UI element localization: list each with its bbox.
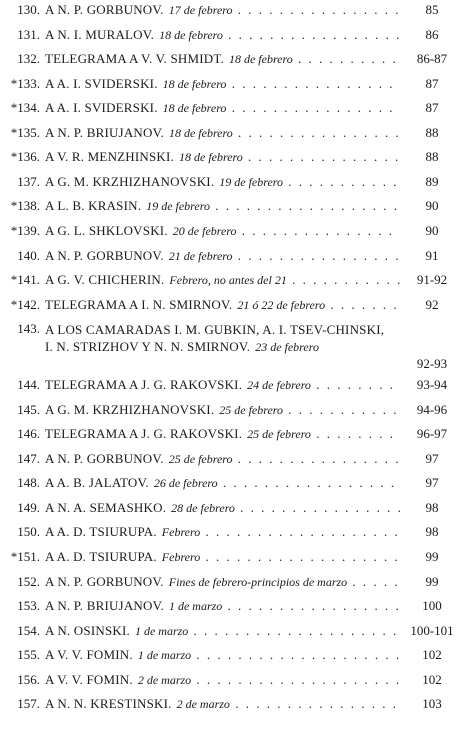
entry-title: A L. B. KRASIN. [45,198,142,214]
entry-page: 99 [425,573,439,589]
entry-page: 102 [422,647,442,663]
toc-entry [0,596,469,616]
toc-entry [0,375,469,395]
entry-number: 137. [17,173,40,189]
entry-text [45,524,400,540]
entry-title: A G. L. SHKLOVSKI. [45,222,168,238]
entry-text [45,125,400,141]
entry-page: 100 [422,598,442,614]
entry-page: 98 [425,524,439,540]
entry-page: 97 [425,475,439,491]
entry-number: *141. [10,272,40,288]
entry-date: 1 de marzo [168,599,223,614]
entry-number: *139. [10,222,40,238]
entry-page: 86-87 [416,51,448,67]
entry-number: 150. [17,524,40,540]
entry-text [45,475,400,491]
entry-title: A N. P. GORBUNOV. [45,450,164,466]
entry-number: 140. [17,247,40,263]
entry-page: 98 [425,499,439,515]
entry-page: 103 [422,696,442,712]
entry-number: 147. [17,450,40,466]
entry-title: A N. P. BRIUJANOV. [45,598,164,614]
entry-date: Febrero, no antes del 21 [169,273,287,288]
entry-date: 18 de febrero [228,52,293,67]
entry-number: *138. [10,198,40,214]
entry-date: Febrero [161,525,201,540]
toc-entry [0,400,469,420]
entry-text [45,223,400,239]
entry-date: 19 de febrero [219,174,284,189]
toc-entry [0,196,469,216]
entry-title: A V. V. FOMIN. [45,671,133,687]
entry-title: A G. M. KRZHIZHANOVSKI. [45,401,215,417]
entry-number: 156. [17,671,40,687]
entry-date: 2 de marzo [137,672,192,687]
toc-entry [0,25,469,45]
entry-date: 21 de febrero [168,248,233,263]
entry-date: 18 de febrero [159,27,223,42]
entry-title: TELEGRAMA A V. V. SHMIDT. [45,51,224,67]
entry-title: A G. M. KRZHIZHANOVSKI. [45,173,215,189]
entry-text [45,402,400,418]
entry-title: A A. B. JALATOV. [45,475,149,491]
toc-entry [0,246,469,266]
entry-title: A N. I. MURALOV. [45,26,155,42]
toc-entry [0,424,469,444]
entry-date: 20 de febrero [172,223,237,238]
entry-text [45,100,400,116]
entry-page: 85 [425,2,439,17]
entry-page: 89 [425,173,439,189]
entry-date: 2 de marzo [176,697,230,712]
toc-entry [0,694,469,714]
entry-page: 93-94 [416,377,448,393]
entry-date: 26 de febrero [153,476,218,491]
entry-date: 28 de febrero [171,500,235,515]
toc-entry [0,621,469,641]
entry-page: 90 [425,222,439,238]
toc-entry [0,221,469,241]
entry-title: A N. N. KRESTINSKI. [45,696,172,712]
toc-entry [0,498,469,518]
entry-date: 1 de marzo [134,623,189,638]
entry-title: A N. OSINSKI. [45,622,130,638]
toc-entry [0,522,469,542]
entry-title: A N. P. GORBUNOV. [45,2,164,17]
entry-date: 1 de marzo [137,648,192,663]
entry-title: A LOS CAMARADAS I. M. GUBKIN, A. I. TSEV-CHINSKI, I. N. STRIZHOV Y N. N. SMIRNOV. [45,322,385,355]
entry-text [45,272,400,288]
entry-page: 100-101 [410,622,454,638]
entry-number: *134. [10,100,40,116]
entry-date: 23 de febrero [255,340,319,355]
entry-date: 18 de febrero [162,101,227,116]
entry-date: 18 de febrero [179,150,243,165]
entry-page: 90 [425,198,439,214]
toc-entry [0,0,469,20]
entry-page: 87 [425,100,439,116]
entry-text [45,647,400,663]
entry-number: 146. [17,426,40,442]
entry-page: 88 [425,124,439,140]
entry-page: 92 [425,296,439,312]
entry-text [45,549,400,565]
entry-number: 155. [17,647,40,663]
entry-date: 24 de febrero [247,378,311,393]
entry-number: 157. [17,696,40,712]
entry-text [45,297,400,313]
entry-title: TELEGRAMA A I. N. SMIRNOV. [45,296,233,312]
entry-page: 102 [422,671,442,687]
entry-date: Febrero [161,550,201,564]
entry-page: 92-93 [416,356,448,372]
toc-entry [0,547,469,567]
entry-number: 131. [17,26,40,42]
entry-text [45,574,400,590]
entry-page: 88 [425,149,439,165]
entry-number: *135. [10,124,40,140]
entry-title: A N. A. SEMASHKO. [45,499,167,515]
toc-entry [0,123,469,143]
entry-page: 97 [425,450,439,466]
toc-entry [0,295,469,315]
entry-text [45,500,400,516]
toc-entry [0,147,469,167]
entry-text [45,696,400,712]
entry-number: 149. [17,499,40,515]
entry-title: TELEGRAMA A J. G. RAKOVSKI. [45,426,243,442]
entry-page: 86 [425,26,439,42]
entry-title: A V. V. FOMIN. [45,647,133,663]
entry-number: 144. [17,377,40,393]
entry-title: A G. V. CHICHERIN. [45,272,165,288]
entry-number: 152. [17,573,40,589]
entry-number: 130. [17,2,40,17]
entry-number: 132. [17,51,40,67]
entry-page: 96-97 [416,426,448,442]
entry-number: *151. [10,549,40,564]
entry-page: 94-96 [416,401,448,417]
entry-number: *136. [10,149,40,165]
entry-page: 91-92 [416,272,448,288]
toc-entry [0,74,469,94]
toc-entry [0,572,469,592]
entry-title: A V. R. MENZHINSKI. [45,149,175,165]
entry-page: 99 [425,549,439,564]
toc-entry [0,670,469,690]
entry-text [45,672,400,688]
toc-entry [0,319,469,375]
toc-entry [0,449,469,469]
entry-date: 18 de febrero [168,125,233,140]
entry-date: 17 de febrero [168,3,233,17]
entry-number: *133. [10,75,40,91]
entry-number: *142. [10,296,40,312]
entry-text [45,76,400,92]
entry-date: 18 de febrero [162,76,227,91]
entry-date: 25 de febrero [247,427,311,442]
toc-entry [0,645,469,665]
toc-entry [0,172,469,192]
entry-number: 145. [17,401,40,417]
entry-text [45,451,400,467]
entry-title: A N. P. GORBUNOV. [45,573,164,589]
entry-date: 19 de febrero [146,199,210,214]
entry-text [45,426,400,442]
entry-title: A A. D. TSIURUPA. [45,549,157,564]
toc-entry [0,473,469,493]
entry-date: 21 ó 22 de febrero [237,297,326,312]
entry-text [45,174,400,190]
toc-entry [0,49,469,69]
entry-number: 148. [17,475,40,491]
entry-date: 25 de febrero [219,402,284,417]
entry-text [45,27,400,43]
entry-title: A A. D. TSIURUPA. [45,524,157,540]
entry-text [45,598,400,614]
entry-text [45,321,395,356]
entry-number: 154. [17,622,40,638]
toc-entry [0,270,469,290]
toc-entry [0,98,469,118]
entry-text [45,2,400,18]
entry-title: A A. I. SVIDERSKI. [45,100,158,116]
entry-number: 143. [17,321,40,337]
entry-text [45,149,400,165]
entry-title: TELEGRAMA A J. G. RAKOVSKI. [45,377,243,393]
entry-title: A A. I. SVIDERSKI. [45,75,158,91]
entry-date: 25 de febrero [168,451,233,466]
entry-text [45,198,400,214]
entry-page: 91 [425,247,439,263]
entry-text [45,377,400,393]
entry-title: A N. P. GORBUNOV. [45,247,164,263]
entry-page: 87 [425,75,439,91]
entry-date: Fines de febrero-principios de marzo [168,574,348,589]
entry-text [45,51,400,67]
entry-text [45,623,400,639]
entry-number: 153. [17,598,40,614]
entry-title: A N. P. BRIUJANOV. [45,124,164,140]
entry-text [45,248,400,264]
